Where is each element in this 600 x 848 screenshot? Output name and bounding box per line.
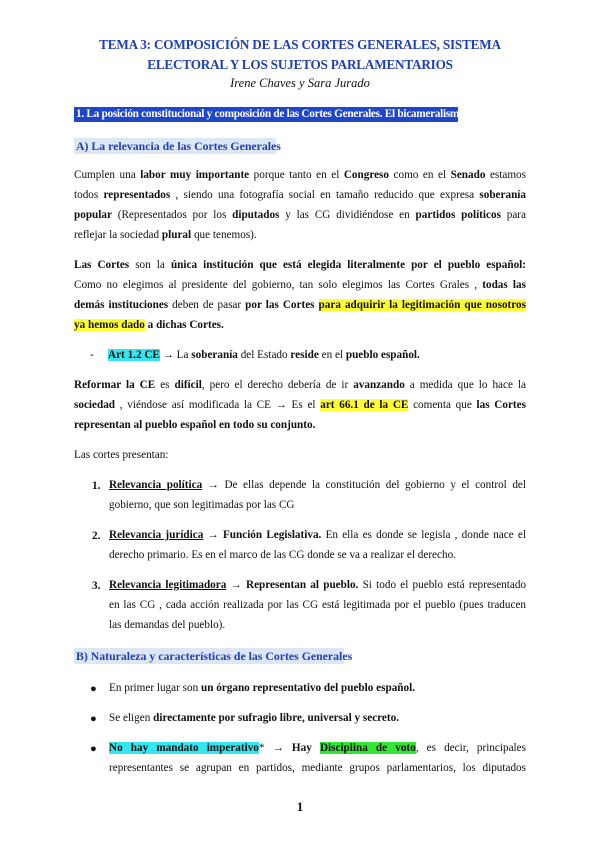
p3-line-1: Reformar la CE es difícil, pero el derecho debería de ir avanzando a medida que lo hace la xyxy=(74,379,526,391)
subsection-b-heading: B) Naturaleza y características de las Cortes Generales xyxy=(76,649,353,663)
bullet-dot-2: ● xyxy=(90,713,97,725)
list-number-2: 2. xyxy=(92,530,101,542)
p1-line-4: reflejar la sociedad plural que tenemos). xyxy=(74,229,257,241)
page-number: 1 xyxy=(296,799,304,814)
section-1-heading: 1. La posición constitucional y composición de las Cortes Generales. El bicameralismo xyxy=(76,108,465,120)
paragraph-1 xyxy=(74,165,526,245)
title-line-2: ELECTORAL Y LOS SUJETOS PARLAMENTARIOS xyxy=(147,57,453,72)
bullet-dot-1: ● xyxy=(90,683,97,695)
p2-line-3: demás instituciones deben de pasar por las Cortes para adquirir la legitimación que nosotros xyxy=(74,299,526,311)
list-number-1: 1. xyxy=(92,480,101,492)
authors: Irene Chaves y Sara Jurado xyxy=(230,76,370,90)
list-item-1: Relevancia política → De ellas depende la constitución del gobierno y el control del gobierno, que son legitimadas por las CG xyxy=(109,479,526,511)
paragraph-4: Las cortes presentan: xyxy=(74,449,169,461)
p2-line-1: Las Cortes son la única institución que está elegida literalmente por el pueblo español: xyxy=(74,259,527,271)
title-line-1: TEMA 3: COMPOSICIÓN DE LAS CORTES GENERALES, SISTEMA xyxy=(99,37,501,52)
p3-line-3: representan al pueblo español en todo su conjunto. xyxy=(74,419,316,431)
dash-bullet: - xyxy=(90,349,94,361)
p3-line-2: sociedad , viéndose así modificada la CE → Es el art 66.1 de la CE comenta que las Cortes xyxy=(74,399,526,411)
paragraph-2 xyxy=(74,255,526,335)
p1-line-3: popular (Representados por los diputados y las CG dividiéndose en partidos políticos para xyxy=(74,209,526,221)
p1-line-2: todos representados , siendo una fotografía social en tamaño reducido que expresa soberanía xyxy=(74,189,526,201)
art-1-2-item: Art 1.2 CE → La soberanía del Estado reside en el pueblo español. xyxy=(108,349,420,361)
p2-line-2: Como no elegimos al presidente del gobierno, tan solo elegimos las Cortes Grales , todas las xyxy=(74,279,526,291)
p2-line-4: ya hemos dado a dichas Cortes. xyxy=(74,319,224,331)
bullet-b-3: No hay mandato imperativo* → Hay Disciplina de voto, es decir, principales representantes se agrupan en partidos, mediante grupos parlamentarios, los diputados xyxy=(109,742,526,774)
paragraph-3 xyxy=(74,375,526,435)
list-item-2: Relevancia jurídica → Función Legislativa. En ella es donde se legisla , donde nace el derecho primario. Es en el marco de las CG donde se va a realizar el derecho. xyxy=(109,529,526,561)
bullet-b-1: En primer lugar son un órgano representativo del pueblo español. xyxy=(109,682,416,694)
subsection-a-heading: A) La relevancia de las Cortes Generales xyxy=(76,139,281,153)
bullet-dot-3: ● xyxy=(90,743,97,755)
list-item-3: Relevancia legitimadora → Representan al pueblo. Si todo el pueblo está representado en las CG , cada acción realizada por las CG está legitimada por el pueblo (pues traducen las demandas del pueblo). xyxy=(109,579,527,631)
list-number-3: 3. xyxy=(92,580,101,592)
p1-line-1: Cumplen una labor muy importante porque tanto en el Congreso como en el Senado estamos xyxy=(74,169,526,181)
bullet-b-2: Se eligen directamente por sufragio libre, universal y secreto. xyxy=(109,712,400,724)
